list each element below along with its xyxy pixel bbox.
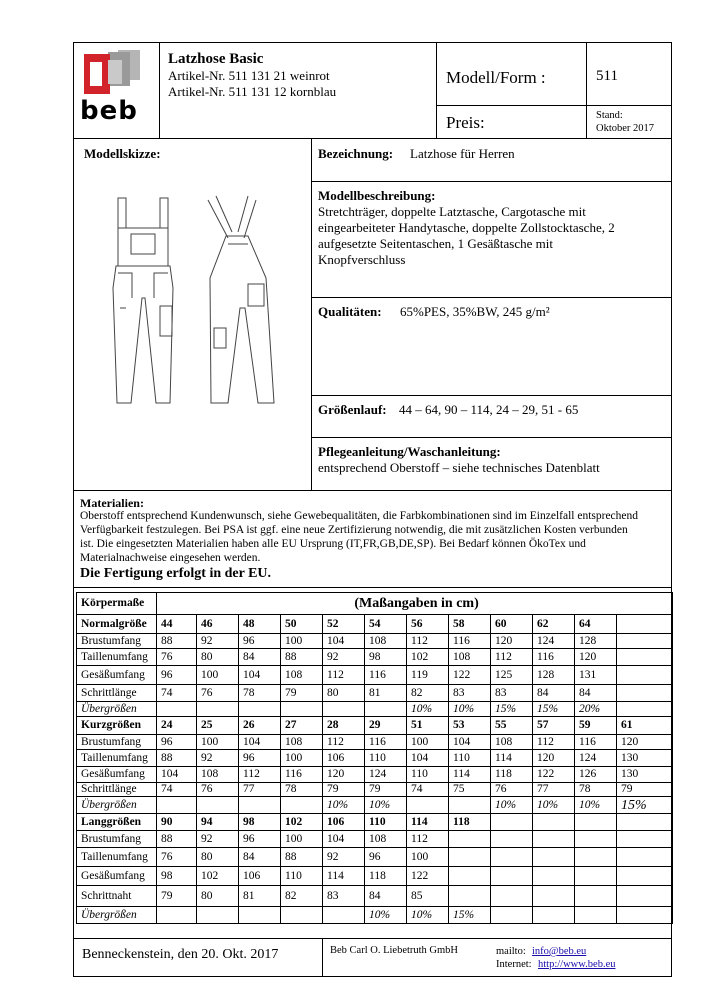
value-cell (617, 666, 673, 685)
value-cell (491, 848, 533, 867)
value-cell: 92 (197, 634, 239, 649)
value-cell: 104 (323, 831, 365, 848)
value-cell (617, 848, 673, 867)
value-cell: 131 (575, 666, 617, 685)
value-cell (197, 797, 239, 814)
value-cell: 76 (491, 783, 533, 797)
value-cell: 25 (197, 717, 239, 735)
value-cell: 119 (407, 666, 449, 685)
value-cell: 112 (323, 666, 365, 685)
value-cell: 104 (239, 735, 281, 750)
value-cell (575, 886, 617, 907)
footer-place-date: Benneckenstein, den 20. Okt. 2017 (82, 947, 279, 962)
value-cell: 10% (449, 702, 491, 717)
value-cell: 112 (407, 831, 449, 848)
value-cell: 96 (157, 666, 197, 685)
value-cell (617, 685, 673, 702)
value-cell (533, 867, 575, 886)
value-cell (533, 886, 575, 907)
table-row (77, 886, 673, 907)
value-cell: 84 (365, 886, 407, 907)
value-cell: 76 (157, 649, 197, 666)
value-cell: 112 (323, 735, 365, 750)
value-cell: 57 (533, 717, 575, 735)
value-cell: 75 (449, 783, 491, 797)
value-cell: 122 (407, 867, 449, 886)
value-cell: 116 (575, 735, 617, 750)
value-cell: 128 (575, 634, 617, 649)
value-cell: 108 (365, 831, 407, 848)
value-cell: 120 (491, 634, 533, 649)
row-label-cell: Taillenumfang (77, 649, 157, 666)
beschreibung-line: eingearbeiteter Handytasche, doppelte Zollstocktasche, 2 (318, 220, 615, 235)
value-cell: 116 (365, 735, 407, 750)
value-cell: 94 (197, 814, 239, 831)
value-cell: 80 (197, 886, 239, 907)
value-cell: 112 (407, 634, 449, 649)
value-cell: 10% (575, 797, 617, 814)
row-label-cell: Gesäßumfang (77, 867, 157, 886)
value-cell: 108 (281, 735, 323, 750)
value-cell: 110 (407, 767, 449, 783)
value-cell: 88 (157, 831, 197, 848)
value-cell: 96 (239, 831, 281, 848)
modell-label: Modell/Form : (446, 68, 546, 87)
footer-mail-label: mailto: (496, 946, 526, 957)
qualitaeten-value: 65%PES, 35%BW, 245 g/m² (400, 304, 550, 319)
value-cell: 28 (323, 717, 365, 735)
value-cell: 118 (491, 767, 533, 783)
value-cell: 79 (323, 783, 365, 797)
pflege-label: Pflegeanleitung/Waschanleitung: (318, 444, 501, 459)
table-row (77, 649, 673, 666)
value-cell: 130 (617, 767, 673, 783)
row-label-cell: Brustumfang (77, 831, 157, 848)
value-cell: 116 (449, 634, 491, 649)
value-cell (617, 634, 673, 649)
value-cell: 100 (407, 848, 449, 867)
row-label-cell: Übergrößen (77, 702, 157, 717)
value-cell: 106 (239, 867, 281, 886)
value-cell: 50 (281, 615, 323, 634)
table-row (77, 615, 673, 634)
value-cell: 15% (533, 702, 575, 717)
row-label-cell: Gesäßumfang (77, 767, 157, 783)
value-cell: 79 (365, 783, 407, 797)
value-cell: 114 (323, 867, 365, 886)
value-cell (617, 814, 673, 831)
article-number-1: Artikel-Nr. 511 131 21 weinrot (168, 68, 330, 83)
value-cell: 116 (365, 666, 407, 685)
value-cell: 79 (281, 685, 323, 702)
value-cell (157, 797, 197, 814)
row-label-cell: Gesäßumfang (77, 666, 157, 685)
groessenlauf-label: Größenlauf: (318, 402, 387, 417)
value-cell: 100 (281, 750, 323, 767)
modell-value: 511 (596, 68, 618, 84)
value-cell: 110 (365, 814, 407, 831)
value-cell: 98 (239, 814, 281, 831)
value-cell: 96 (239, 634, 281, 649)
value-cell: 52 (323, 615, 365, 634)
value-cell: 92 (323, 649, 365, 666)
table-row (77, 907, 673, 924)
table-row (77, 666, 673, 685)
value-cell: 110 (281, 867, 323, 886)
value-cell: 26 (239, 717, 281, 735)
value-cell (617, 867, 673, 886)
value-cell: 120 (575, 649, 617, 666)
value-cell: 80 (323, 685, 365, 702)
value-cell: 125 (491, 666, 533, 685)
fertigung-statement: Die Fertigung erfolgt in der EU. (80, 566, 272, 581)
value-cell: 118 (365, 867, 407, 886)
modellskizze-label: Modellskizze: (84, 146, 161, 161)
value-cell: 80 (197, 649, 239, 666)
value-cell (533, 907, 575, 924)
value-cell (575, 907, 617, 924)
value-cell (533, 831, 575, 848)
value-cell: 116 (281, 767, 323, 783)
value-cell: 79 (157, 886, 197, 907)
value-cell: 10% (365, 797, 407, 814)
value-cell (239, 797, 281, 814)
value-cell: 29 (365, 717, 407, 735)
footer-web-label: Internet: (496, 959, 532, 970)
row-label-cell: Übergrößen (77, 907, 157, 924)
stand-value: Oktober 2017 (596, 123, 655, 134)
value-cell (197, 702, 239, 717)
value-cell (575, 831, 617, 848)
table-title-center: (Maßangaben in cm) (157, 593, 673, 615)
value-cell: 102 (281, 814, 323, 831)
row-label-cell: Kurzgrößen (77, 717, 157, 735)
stand-label: Stand: (596, 110, 623, 121)
value-cell (617, 615, 673, 634)
row-label-cell: Übergrößen (77, 797, 157, 814)
value-cell: 104 (323, 634, 365, 649)
value-cell (449, 886, 491, 907)
value-cell (281, 702, 323, 717)
value-cell (575, 867, 617, 886)
value-cell: 108 (491, 735, 533, 750)
value-cell: 46 (197, 615, 239, 634)
value-cell: 88 (281, 848, 323, 867)
value-cell: 96 (365, 848, 407, 867)
value-cell: 74 (407, 783, 449, 797)
value-cell: 61 (617, 717, 673, 735)
pflege-value: entsprechend Oberstoff – siehe technisches Datenblatt (318, 460, 600, 475)
value-cell: 96 (157, 735, 197, 750)
value-cell (491, 886, 533, 907)
value-cell: 124 (365, 767, 407, 783)
table-row (77, 767, 673, 783)
groessenlauf-value: 44 – 64, 90 – 114, 24 – 29, 51 - 65 (399, 402, 579, 417)
size-table (76, 592, 673, 924)
row-label-cell: Taillenumfang (77, 750, 157, 767)
value-cell (617, 907, 673, 924)
bezeichnung-label: Bezeichnung: (318, 146, 394, 161)
table-row (77, 867, 673, 886)
row-label-cell: Brustumfang (77, 735, 157, 750)
value-cell (617, 831, 673, 848)
value-cell: 112 (491, 649, 533, 666)
value-cell: 74 (157, 783, 197, 797)
product-title: Latzhose Basic (168, 51, 264, 67)
value-cell: 124 (575, 750, 617, 767)
footer-web-link[interactable]: http://www.beb.eu (538, 959, 616, 970)
footer-company: Beb Carl O. Liebetruth GmbH (330, 945, 459, 956)
preis-label: Preis: (446, 113, 485, 132)
value-cell: 114 (407, 814, 449, 831)
row-label-cell: Normalgröße (77, 615, 157, 634)
value-cell: 83 (323, 886, 365, 907)
value-cell: 60 (491, 615, 533, 634)
value-cell: 118 (449, 814, 491, 831)
value-cell: 81 (239, 886, 281, 907)
materialien-line: Materialnachweise eingesehen werden. (80, 552, 261, 564)
table-title-left: Körpermaße (77, 593, 157, 615)
value-cell: 110 (365, 750, 407, 767)
value-cell: 100 (197, 735, 239, 750)
value-cell: 106 (323, 750, 365, 767)
value-cell: 10% (323, 797, 365, 814)
value-cell: 126 (575, 767, 617, 783)
materialien-label: Materialien: (80, 496, 144, 510)
value-cell: 90 (157, 814, 197, 831)
value-cell: 98 (157, 867, 197, 886)
value-cell: 59 (575, 717, 617, 735)
value-cell: 84 (575, 685, 617, 702)
value-cell: 10% (365, 907, 407, 924)
value-cell: 104 (407, 750, 449, 767)
table-row (77, 831, 673, 848)
value-cell: 82 (407, 685, 449, 702)
value-cell: 102 (407, 649, 449, 666)
value-cell (323, 907, 365, 924)
value-cell: 10% (533, 797, 575, 814)
value-cell: 76 (197, 783, 239, 797)
value-cell (617, 702, 673, 717)
row-label-cell: Langgrößen (77, 814, 157, 831)
value-cell: 27 (281, 717, 323, 735)
value-cell: 128 (533, 666, 575, 685)
bezeichnung-value: Latzhose für Herren (410, 146, 515, 161)
value-cell: 92 (197, 831, 239, 848)
value-cell (407, 797, 449, 814)
value-cell: 83 (449, 685, 491, 702)
value-cell: 124 (533, 634, 575, 649)
value-cell: 96 (239, 750, 281, 767)
value-cell: 88 (157, 750, 197, 767)
materialien-line: ist. Die eingesetzten Materialien haben alle EU Ursprung (IT,FR,GB,DE,SP). Bei Bedarf können ÖkoTex und (80, 538, 586, 550)
value-cell: 80 (197, 848, 239, 867)
value-cell: 83 (491, 685, 533, 702)
value-cell: 54 (365, 615, 407, 634)
footer-mail-link[interactable]: info@beb.eu (532, 946, 587, 957)
value-cell (157, 702, 197, 717)
value-cell: 74 (157, 685, 197, 702)
row-label-cell: Brustumfang (77, 634, 157, 649)
value-cell: 100 (281, 831, 323, 848)
value-cell: 92 (197, 750, 239, 767)
value-cell (575, 814, 617, 831)
value-cell: 104 (239, 666, 281, 685)
row-label-cell: Schrittnaht (77, 886, 157, 907)
row-label-cell: Schrittlänge (77, 783, 157, 797)
value-cell: 10% (491, 797, 533, 814)
value-cell: 100 (407, 735, 449, 750)
value-cell: 55 (491, 717, 533, 735)
value-cell (239, 907, 281, 924)
value-cell: 104 (157, 767, 197, 783)
value-cell: 108 (365, 634, 407, 649)
table-row (77, 735, 673, 750)
value-cell (449, 797, 491, 814)
value-cell: 120 (617, 735, 673, 750)
value-cell: 98 (365, 649, 407, 666)
value-cell: 81 (365, 685, 407, 702)
value-cell (491, 831, 533, 848)
article-number-2: Artikel-Nr. 511 131 12 kornblau (168, 84, 337, 99)
value-cell (239, 702, 281, 717)
value-cell: 62 (533, 615, 575, 634)
value-cell: 106 (323, 814, 365, 831)
value-cell (617, 649, 673, 666)
value-cell: 53 (449, 717, 491, 735)
value-cell (323, 702, 365, 717)
materialien-line: Verfügbarkeit festzulegen. Bei PSA ist ggf. eine neue Zertifizierung notwendig, die mit zusätzlichen Kosten verbunden (80, 524, 628, 536)
value-cell: 84 (239, 649, 281, 666)
value-cell: 76 (197, 685, 239, 702)
overall-sketch-image (98, 188, 288, 408)
qualitaeten-label: Qualitäten: (318, 304, 382, 319)
value-cell: 116 (533, 649, 575, 666)
value-cell (533, 814, 575, 831)
value-cell: 120 (533, 750, 575, 767)
table-row (77, 750, 673, 767)
table-row (77, 702, 673, 717)
value-cell: 88 (281, 649, 323, 666)
value-cell: 108 (281, 666, 323, 685)
value-cell: 76 (157, 848, 197, 867)
value-cell: 48 (239, 615, 281, 634)
value-cell (491, 907, 533, 924)
value-cell: 108 (449, 649, 491, 666)
value-cell: 15% (491, 702, 533, 717)
value-cell: 112 (239, 767, 281, 783)
value-cell: 85 (407, 886, 449, 907)
table-row (77, 783, 673, 797)
value-cell: 104 (449, 735, 491, 750)
materialien-line: Oberstoff entsprechend Kundenwunsch, siehe Gewebequalitäten, die Farbkombinationen sind im Einzelfall entsprechend (80, 510, 639, 522)
value-cell: 79 (617, 783, 673, 797)
beschreibung-label: Modellbeschreibung: (318, 188, 436, 203)
value-cell: 24 (157, 717, 197, 735)
value-cell: 20% (575, 702, 617, 717)
value-cell: 82 (281, 886, 323, 907)
value-cell: 64 (575, 615, 617, 634)
table-row (77, 634, 673, 649)
value-cell (365, 702, 407, 717)
value-cell: 92 (323, 848, 365, 867)
table-row (77, 848, 673, 867)
value-cell (449, 831, 491, 848)
value-cell: 58 (449, 615, 491, 634)
value-cell: 102 (197, 867, 239, 886)
row-label-cell: Schrittlänge (77, 685, 157, 702)
beschreibung-line: Knopfverschluss (318, 252, 406, 267)
value-cell: 84 (533, 685, 575, 702)
value-cell: 108 (197, 767, 239, 783)
value-cell (281, 797, 323, 814)
value-cell: 100 (281, 634, 323, 649)
value-cell: 44 (157, 615, 197, 634)
value-cell: 120 (323, 767, 365, 783)
value-cell: 77 (533, 783, 575, 797)
beschreibung-line: Stretchträger, doppelte Latztasche, Cargotasche mit (318, 204, 586, 219)
value-cell: 10% (407, 702, 449, 717)
value-cell (491, 867, 533, 886)
value-cell: 77 (239, 783, 281, 797)
value-cell (533, 848, 575, 867)
value-cell: 78 (281, 783, 323, 797)
value-cell: 88 (157, 634, 197, 649)
value-cell (281, 907, 323, 924)
table-row (77, 685, 673, 702)
table-row (77, 717, 673, 735)
value-cell (575, 848, 617, 867)
value-cell: 130 (617, 750, 673, 767)
value-cell: 100 (197, 666, 239, 685)
value-cell (157, 907, 197, 924)
value-cell: 15% (449, 907, 491, 924)
value-cell: 15% (617, 797, 673, 814)
value-cell (449, 848, 491, 867)
value-cell: 78 (239, 685, 281, 702)
value-cell: 78 (575, 783, 617, 797)
value-cell: 122 (449, 666, 491, 685)
value-cell: 122 (533, 767, 575, 783)
value-cell: 112 (533, 735, 575, 750)
value-cell: 10% (407, 907, 449, 924)
value-cell: 51 (407, 717, 449, 735)
value-cell (491, 814, 533, 831)
table-row (77, 797, 673, 814)
value-cell (449, 867, 491, 886)
value-cell (617, 886, 673, 907)
value-cell: 110 (449, 750, 491, 767)
table-row (77, 814, 673, 831)
value-cell: 114 (449, 767, 491, 783)
logo-text: beb (80, 96, 138, 126)
value-cell: 114 (491, 750, 533, 767)
value-cell: 84 (239, 848, 281, 867)
beschreibung-line: aufgesetzte Seitentaschen, 1 Gesäßtasche mit (318, 236, 553, 251)
value-cell (197, 907, 239, 924)
row-label-cell: Taillenumfang (77, 848, 157, 867)
value-cell: 56 (407, 615, 449, 634)
